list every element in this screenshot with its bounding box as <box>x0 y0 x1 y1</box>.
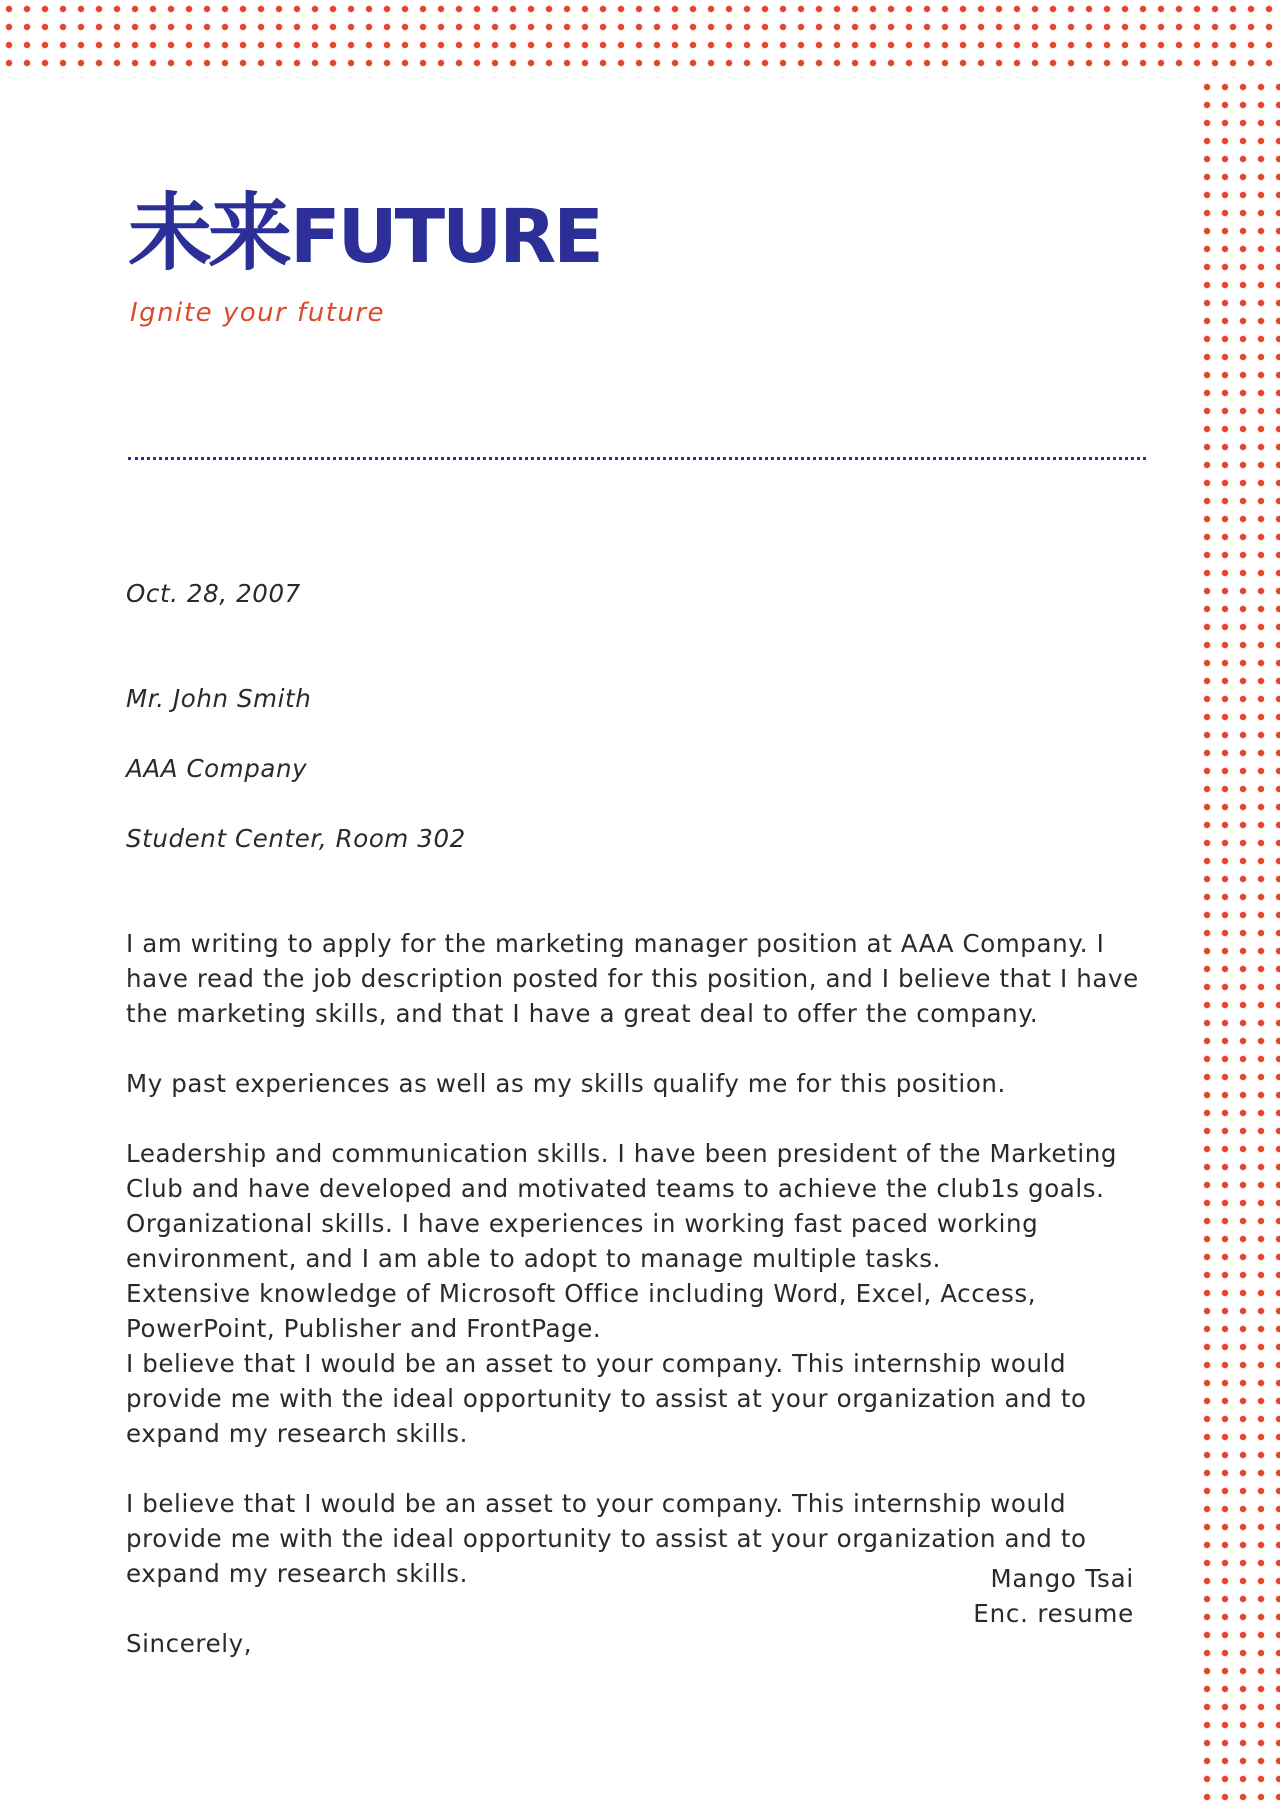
paragraph-intro: I am writing to apply for the marketing manager position at AAA Company. I have read the job description posted for this position, and I believe that I have the marketing skills, and that I have a great deal to offer the company. <box>126 929 1139 1028</box>
letter-closing: Sincerely, <box>126 1629 253 1658</box>
signature-block <box>973 1561 1134 1631</box>
recipient-name: Mr. John Smith <box>126 684 312 713</box>
letter-date: Oct. 28, 2007 <box>126 579 301 608</box>
recipient-block <box>126 646 1144 891</box>
logo-cjk-text: 未来 <box>128 184 289 282</box>
logo-latin-text: FUTURE <box>290 194 601 280</box>
recipient-company: AAA Company <box>126 754 308 783</box>
tagline: Ignite your future <box>130 298 386 328</box>
enclosure-note: Enc. resume <box>973 1599 1134 1628</box>
company-logo <box>128 178 601 288</box>
dotted-divider <box>128 457 1146 460</box>
paragraph-conclusion: I believe that I would be an asset to your company. This internship would provide me with the ideal opportunity to assist at your organization and to expand my research skills. <box>126 1489 1087 1588</box>
recipient-address: Student Center, Room 302 <box>126 824 466 853</box>
letter-body <box>126 576 1144 1661</box>
paragraph-qualifications: My past experiences as well as my skills qualify me for this position. <box>126 1069 1006 1098</box>
right-dot-pattern-border <box>1198 78 1280 1811</box>
signature-name: Mango Tsai <box>990 1564 1134 1593</box>
paragraph-skills: Leadership and communication skills. I have been president of the Marketing Club and have developed and motivated teams to achieve the club1s goals. Organizational skills. I have experiences in working fast paced working environment, and I am able to adopt to manage multiple tasks. Extensive knowledge of Microsoft Office including Word, Excel, Access, PowerPoint, Publisher and FrontPage. I believe that I would be an asset to your company. This internship would provide me with the ideal opportunity to assist at your organization and to expand my research skills. <box>126 1139 1118 1448</box>
top-dot-pattern-border <box>0 0 1280 78</box>
